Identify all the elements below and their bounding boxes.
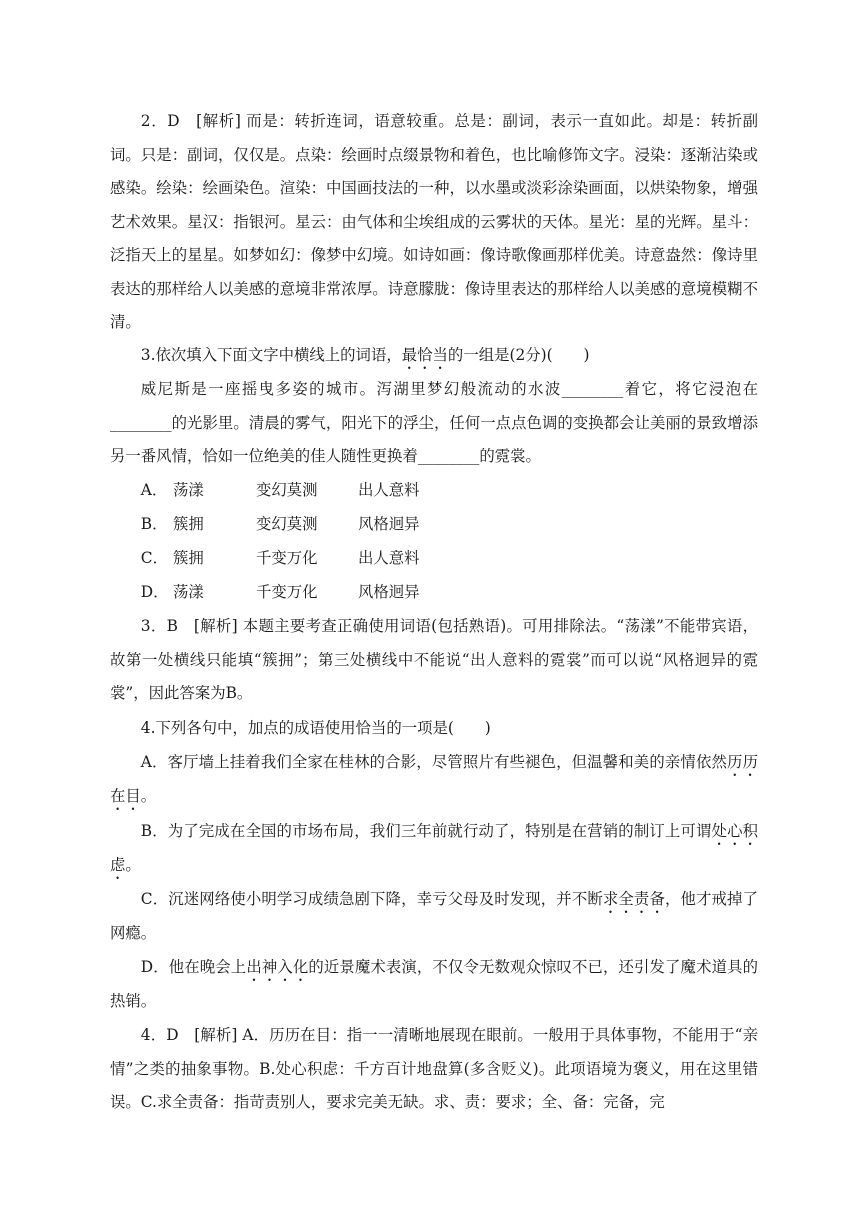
q3-option-c bbox=[110, 542, 758, 575]
q4-option-b bbox=[110, 815, 758, 883]
q4-c-end: ，他才戒掉了网瘾。 bbox=[110, 890, 758, 942]
q4-b-dotted-idiom: 处心积虑 bbox=[110, 822, 758, 874]
option-label: A． bbox=[140, 481, 168, 499]
option-word-1: 簇拥 bbox=[173, 515, 204, 533]
option-label: D． bbox=[140, 583, 169, 601]
q4-option-c bbox=[110, 883, 758, 951]
option-word-2: 变幻莫测 bbox=[256, 515, 318, 533]
q4-d-end: 的近景魔术表演，不仅令无数观众惊叹不已，还引发了魔术道具的热销。 bbox=[110, 958, 758, 1010]
q3-stem-before: 3.依次填入下面文字中横线上的词语， bbox=[140, 346, 402, 364]
q4-a-end: 。 bbox=[140, 787, 157, 805]
option-word-3: 出人意料 bbox=[358, 481, 420, 499]
option-word-2: 千变万化 bbox=[256, 583, 318, 601]
option-word-3: 风格迥异 bbox=[358, 583, 420, 601]
option-word-2: 千变万化 bbox=[256, 549, 318, 567]
option-word-1: 荡漾 bbox=[173, 481, 204, 499]
q3-stem-dotted: 最恰当 bbox=[401, 346, 448, 364]
analysis-4: 4．D [解析] A．历历在目：指一一清晰地展现在眼前。一般用于具体事物，不能用于“亲情”之类的抽象事物。B.处心积虑：千方百计地盘算(多含贬义)。此项语境为褒义，用在这里错误。C.求全责备：指苛责别人，要求完美无缺。求、责：要求；全、备：完备，完 bbox=[110, 1026, 758, 1111]
q3-option-b bbox=[110, 508, 758, 541]
question-4-stem: 4.下列各句中，加点的成语使用恰当的一项是( ) bbox=[140, 719, 491, 737]
option-word-3: 风格迥异 bbox=[358, 515, 420, 533]
option-word-3: 出人意料 bbox=[358, 549, 420, 567]
analysis-2: 2．D [解析] 而是：转折连词，语意较重。总是：副词，表示一直如此。却是：转折副词。只是：副词，仅仅是。点染：绘画时点缀景物和着色，也比喻修饰文字。浸染：逐渐沾染或感染。绘染：绘画染色。渲染：中国画技法的一种，以水墨或淡彩涂染画面，以烘染物象，增强艺术效果。星汉：指银河。星云：由气体和尘埃组成的云雾状的天体。星光：星的光辉。星斗：泛指天上的星星。如梦如幻：像梦中幻境。如诗如画：像诗歌像画那样优美。诗意盎然：像诗里表达的那样给人以美感的意境非常浓厚。诗意朦胧：像诗里表达的那样给人以美感的意境模糊不清。 bbox=[110, 112, 758, 331]
option-word-2: 变幻莫测 bbox=[256, 481, 318, 499]
option-label: C． bbox=[140, 549, 168, 567]
q4-c-dotted-idiom: 求全责备 bbox=[602, 890, 665, 908]
q4-a-text: A．客厅墙上挂着我们全家在桂林的合影，尽管照片有些褪色，但温馨和美的亲情依然 bbox=[140, 753, 728, 771]
q3-option-a bbox=[110, 474, 758, 507]
q4-option-d bbox=[110, 951, 758, 1019]
q4-option-a bbox=[110, 746, 758, 814]
q3-option-d bbox=[110, 576, 758, 609]
option-word-1: 荡漾 bbox=[173, 583, 204, 601]
option-label: B． bbox=[140, 515, 168, 533]
q4-d-text: D．他在晚会上 bbox=[140, 958, 247, 976]
q4-a-dotted-idiom: 历历在目 bbox=[110, 753, 758, 805]
option-word-1: 簇拥 bbox=[173, 549, 204, 567]
q4-d-dotted-idiom: 出神入化 bbox=[246, 958, 309, 976]
question-3-stem bbox=[110, 339, 758, 373]
question-3-passage: 威尼斯是一座摇曳多姿的城市。泻湖里梦幻般流动的水波________着它，将它浸泡在________的光影里。清晨的雾气，阳光下的浮尘，任何一点点色调的变换都会让美丽的景致增添另一番风情，恰如一位绝美的佳人随性更换着________的霓裳。 bbox=[110, 380, 758, 465]
analysis-3: 3．B [解析] 本题主要考查正确使用词语(包括熟语)。可用排除法。“荡漾”不能带宾语，故第一处横线只能填“簇拥”；第三处横线中不能说“出人意料的霓裳”而可以说“风格迥异的霓裳”，因此答案为B。 bbox=[110, 617, 758, 702]
q3-stem-after: 的一组是(2分)( ) bbox=[447, 346, 590, 364]
q4-b-text: B．为了完成在全国的市场布局，我们三年前就行动了，特别是在营销的制订上可谓 bbox=[140, 822, 712, 840]
q4-c-text: C．沉迷网络使小明学习成绩急剧下降，幸亏父母及时发现，并不断 bbox=[140, 890, 603, 908]
q4-b-end: 。 bbox=[125, 856, 141, 874]
